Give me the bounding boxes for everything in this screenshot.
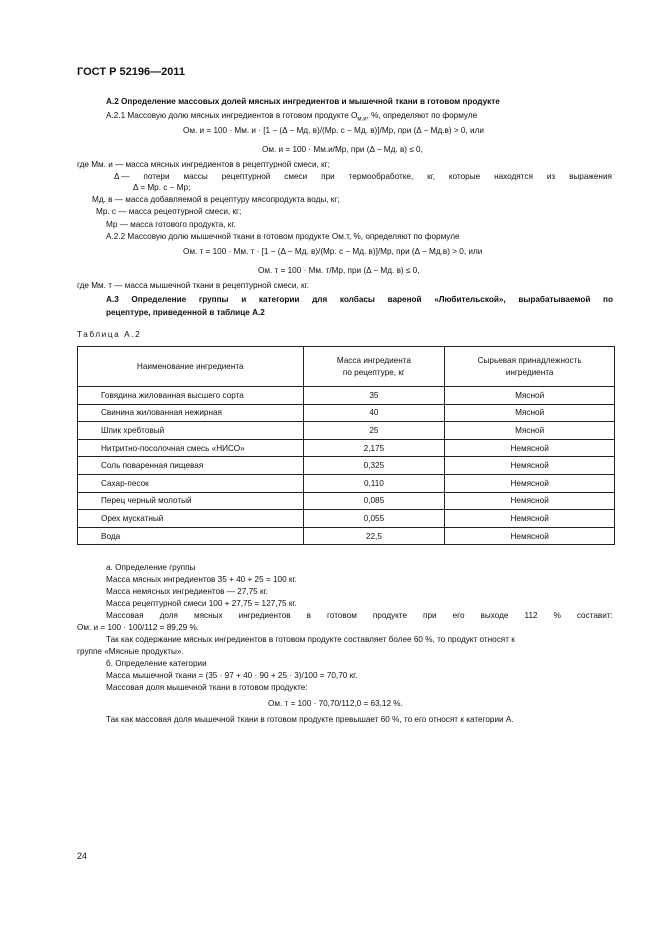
calc-muscle-share-label: Массовая доля мышечной ткани в готовом продукте:: [106, 683, 308, 692]
formula-4: Ом. т = 100 · Мм. т/Мр, при (Δ − Мд. в) ≤ 0,: [258, 266, 420, 275]
ingredient-name: Орех мускатный: [78, 510, 304, 528]
word: группы: [198, 295, 229, 304]
word: составит:: [576, 611, 613, 620]
word: ингредиентов: [238, 611, 291, 620]
word: потери: [143, 172, 170, 181]
ingredient-mass: 0,085: [303, 492, 445, 510]
ingredient-mass: 2,175: [303, 439, 445, 457]
ingredient-origin: Немясной: [445, 510, 615, 528]
ingredient-mass: 25: [303, 422, 445, 440]
table-header-row: [78, 347, 615, 387]
ingredient-name: Соль поваренная пищевая: [78, 457, 304, 475]
word: из: [546, 172, 556, 181]
word: и: [241, 295, 247, 304]
word: готовом: [327, 611, 357, 620]
ingredient-mass: 0,055: [303, 510, 445, 528]
calc-nonmeat-mass: Масса немясных ингредиентов — 27,75 кг.: [106, 587, 268, 596]
word: выходе: [480, 611, 509, 620]
word: Определение: [131, 295, 187, 304]
ingredient-name: Шпик хребтовый: [78, 422, 304, 440]
calc-conclusion-2: Так как массовая доля мышечной ткани в готовом продукте превышает 60 %, то его относят к категории А.: [106, 715, 514, 724]
ingredient-origin: Немясной: [445, 474, 615, 492]
word: по: [603, 295, 613, 304]
calc-muscle-mass: Масса мышечной ткани = (35 · 97 + 40 · 90 + 25 · 3)/100 = 70,70 кг.: [106, 671, 358, 680]
delta-formula: Δ = Мр. с − Мр;: [133, 183, 191, 192]
word: А.3: [106, 295, 119, 304]
word: для: [312, 295, 328, 304]
word: 112: [524, 611, 538, 620]
section-a3-heading-cont: рецептуре, приведенной в таблице А.2: [106, 308, 265, 317]
word: колбасы: [339, 295, 375, 304]
word: вырабатываемой: [518, 295, 591, 304]
word: смеси: [284, 172, 308, 181]
word: «Любительской»,: [434, 295, 506, 304]
ingredient-origin: Мясной: [445, 422, 615, 440]
calc-conclusion-1: Так как содержание мясных ингредиентов в готовом продукте составляет более 60 %, то продукт относят к: [106, 635, 515, 644]
calc-omi: Ом. и = 100 · 100/112 = 89,29 %.: [77, 623, 200, 632]
word: находятся: [494, 172, 533, 181]
ingredient-mass: 0,110: [303, 474, 445, 492]
ingredient-name: Перец черный молотый: [78, 492, 304, 510]
where-mr: Мр — масса готового продукта, кг.: [106, 220, 236, 229]
where-mmt: где Мм. т — масса мышечной ткани в рецептурной смеси, кг.: [77, 281, 309, 290]
ingredient-origin: Немясной: [445, 457, 615, 475]
ingredient-name: Вода: [78, 527, 304, 545]
table-row: [78, 439, 615, 457]
ingredient-origin: Немясной: [445, 439, 615, 457]
table-row: [78, 422, 615, 440]
a21-text: А.2.1 Массовую долю мясных ингредиентов в готовом продукте $О_{м.и}$, %, определяют по формуле: [106, 111, 478, 123]
ingredient-origin: Немясной: [445, 527, 615, 545]
calc-share-line: [106, 611, 613, 620]
word: при: [423, 611, 437, 620]
table-caption: Таблица А.2: [77, 330, 142, 339]
ingredient-mass: 35: [303, 387, 445, 405]
formula-2: Ом. и = 100 · Мм.и/Мр, при (Δ − Мд. в) ≤ 0,: [262, 145, 423, 154]
word: продукте: [372, 611, 407, 620]
ingredient-name: Нитритно-посолочная смесь «НИСО»: [78, 439, 304, 457]
ingredient-mass: 0,325: [303, 457, 445, 475]
header-origin: Сырьевая принадлежность ингредиента: [445, 347, 615, 387]
where-mmi: где Мм. и — масса мясных ингредиентов в рецептурной смеси, кг;: [77, 160, 330, 169]
ingredient-origin: Немясной: [445, 492, 615, 510]
word: вареной: [387, 295, 422, 304]
word: доля: [159, 611, 178, 620]
word: термообработке,: [348, 172, 414, 181]
word: в: [306, 611, 311, 620]
page-number: 24: [77, 851, 88, 861]
word: Массовая: [106, 611, 144, 620]
table-row: [78, 404, 615, 422]
where-delta: [114, 172, 612, 181]
ingredient-name: Сахар-песок: [78, 474, 304, 492]
where-mrs: Мр. с — масса рецептурной смеси, кг;: [96, 207, 242, 216]
header-mass: Масса ингредиента по рецептуре, кг: [303, 347, 445, 387]
table-row: [78, 457, 615, 475]
word: категории: [258, 295, 300, 304]
calc-group-title: а. Определение группы: [106, 563, 196, 572]
section-a2-heading: А.2 Определение массовых долей мясных ингредиентов и мышечной ткани в готовом продукте: [106, 97, 500, 106]
word: рецептурной: [221, 172, 271, 181]
section-a3-heading: [106, 295, 613, 304]
table-row: [78, 492, 615, 510]
word: кг,: [427, 172, 435, 181]
ingredient-name: Свинина жилованная нежирная: [78, 404, 304, 422]
word: которые: [448, 172, 481, 181]
formula-1: Ом. и = 100 · Мм. и · [1 − (Δ − Мд. в)/(Мр. с − Мд. в)]/Мр, при (Δ − Мд.в) > 0, или: [183, 126, 484, 135]
calc-mix-mass: Масса рецептурной смеси 100 + 27,75 = 127,75 кг.: [106, 599, 297, 608]
table-row: [78, 527, 615, 545]
formula-3: Ом. т = 100 · Мм. т · [1 − (Δ − Мд. в)/(Мр. с − Мд. в)]/Мр, при (Δ − Мд.в) > 0, или: [183, 247, 483, 256]
word: мясных: [193, 611, 223, 620]
table-row: [78, 474, 615, 492]
ingredients-table: [77, 346, 615, 545]
table-row: [78, 510, 615, 528]
where-mdv: Мд. в — масса добавляемой в рецептуру мясопродукта воды, кг;: [92, 195, 340, 204]
calc-conclusion-1b: группе «Мясные продукты».: [77, 647, 184, 656]
document-header: ГОСТ Р 52196—2011: [77, 66, 185, 78]
calc-category-title: б. Определение категории: [106, 659, 207, 668]
header-ingredient: Наименование ингредиента: [78, 347, 304, 387]
word: %: [553, 611, 561, 620]
word: Δ —: [114, 172, 130, 181]
calc-omt: Ом. т = 100 · 70,70/112,0 = 63,12 %.: [268, 699, 403, 708]
word: его: [452, 611, 465, 620]
word: при: [321, 172, 335, 181]
ingredient-name: Говядина жилованная высшего сорта: [78, 387, 304, 405]
calc-meat-mass: Масса мясных ингредиентов 35 + 40 + 25 = 100 кг.: [106, 575, 297, 584]
ingredient-mass: 40: [303, 404, 445, 422]
a22-text: А.2.2 Массовую долю мышечной ткани в готовом продукте Ом.т, %, определяют по формуле: [106, 232, 460, 241]
word: выражения: [569, 172, 612, 181]
ingredient-origin: Мясной: [445, 387, 615, 405]
table-row: [78, 387, 615, 405]
word: массы: [183, 172, 208, 181]
ingredient-origin: Мясной: [445, 404, 615, 422]
ingredient-mass: 22,5: [303, 527, 445, 545]
